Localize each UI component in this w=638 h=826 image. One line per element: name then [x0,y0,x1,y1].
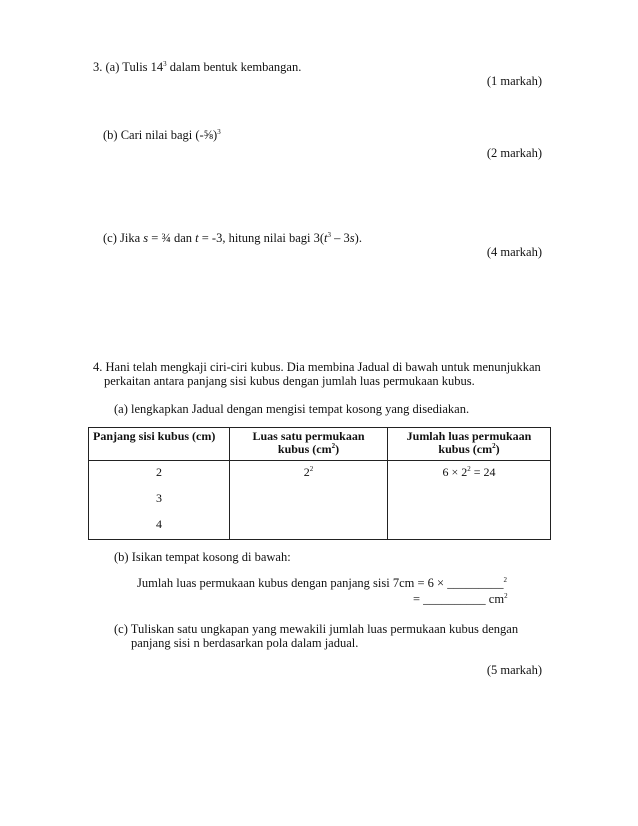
q4-intro-line2: perkaitan antara panjang sisi kubus dengan jumlah luas permukaan kubus. [104,374,475,388]
q3a-marks: (1 markah) [486,74,542,88]
side-length-2: 2 [156,465,162,479]
q3c-text: (c) Jika s = ¾ dan t = -3, hitung nilai bagi $3(t^3 - 3s)$. [103,231,362,245]
total-area-value: $6 \times 2^2 = 24$ [442,465,496,479]
side-length-cell [89,461,230,540]
total-area-cell [388,461,551,540]
q3b-marks: (2 markah) [486,146,542,160]
q4b-text: (b) Isikan tempat kosong di bawah: [114,550,291,564]
q4c-line2: panjang sisi n berdasarkan pola dalam jadual. [131,636,359,650]
face-area-value: $2^2$ [303,465,314,479]
q3a-text: 3. (a) Tulis $14^3$ dalam bentuk kembangan. [93,60,302,74]
q4-marks: (5 markah) [486,663,542,677]
table-header-row [89,428,551,461]
header-side-length: Panjang sisi kubus (cm) [89,428,230,461]
q3c-marks: (4 markah) [486,245,542,259]
q4-intro-line1: 4. Hani telah mengkaji ciri-ciri kubus. Dia membina Jadual di bawah untuk menunjukkan [93,360,541,374]
q4b-line2: = __________ $cm^2$ [413,592,508,606]
side-length-3: 3 [156,491,162,505]
table-row [89,461,551,540]
header-total-area: Jumlah luas permukaan kubus $(cm^2)$ [388,428,551,461]
q4c-line1: (c) Tuliskan satu ungkapan yang mewakili jumlah luas permukaan kubus dengan [114,622,519,636]
face-area-cell [230,461,388,540]
q4b-line1: Jumlah luas permukaan kubus dengan panjang sisi 7cm = 6 × _________$^2$ [137,576,507,590]
surface-area-table [88,427,551,540]
side-length-4: 4 [156,517,162,531]
q3b-text: (b) Cari nilai bagi (-⅝)$^3$ [103,128,221,142]
q4a-text: (a) lengkapkan Jadual dengan mengisi tempat kosong yang disediakan. [114,402,470,416]
header-face-area: Luas satu permukaan kubus $(cm^2)$ [230,428,388,461]
